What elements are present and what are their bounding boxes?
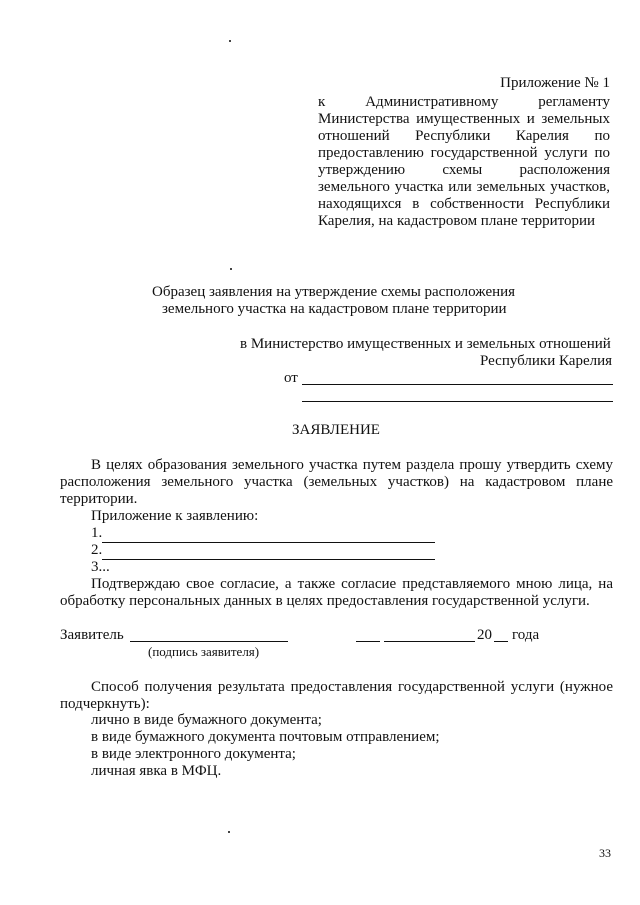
from-label: от — [284, 370, 298, 386]
signature-hint: (подпись заявителя) — [148, 644, 260, 659]
scan-speck — [229, 40, 231, 42]
consent-paragraph: Подтверждаю свое согласие, а также согласие представляемого мною лица, на обработку персональных данных в целях предоставления государственной услуги. — [60, 576, 613, 609]
delivery-option-3: в виде электронного документа; — [91, 746, 296, 762]
scan-speck — [230, 268, 232, 270]
attachment-item-2: 2. — [91, 542, 435, 560]
date-day-line — [356, 641, 380, 642]
appendix-block — [318, 75, 610, 230]
date-month-line — [384, 641, 475, 642]
attachment-line-1 — [102, 525, 435, 543]
delivery-option-2: в виде бумажного документа почтовым отправлением; — [91, 729, 440, 745]
year-prefix: 20 — [477, 627, 492, 643]
sample-title-line2: земельного участка на кадастровом плане территории — [162, 301, 507, 317]
applicant-label: Заявитель — [60, 627, 124, 643]
attachment-item-1: 1. — [91, 525, 435, 543]
attachment-item-3: 3... — [91, 559, 110, 575]
year-suffix: года — [512, 627, 540, 643]
delivery-option-1: лично в виде бумажного документа; — [91, 712, 322, 728]
delivery-intro: Способ получения результата предоставления государственной услуги (нужное подчеркнуть): — [60, 679, 613, 712]
statement-paragraph: В целях образования земельного участка путем раздела прошу утвердить схему расположения земельного участка (земельных участков) на кадастровом плане территории. — [60, 457, 613, 507]
signature-line — [130, 641, 288, 642]
addressee-line1: в Министерство имущественных и земельных отношений — [240, 336, 611, 352]
page-number: 33 — [599, 846, 611, 860]
delivery-option-4: личная явка в МФЦ. — [91, 763, 222, 779]
scan-speck — [228, 831, 230, 833]
statement-heading: ЗАЯВЛЕНИЕ — [292, 422, 380, 438]
attachment-line-2 — [102, 542, 435, 560]
from-line-1 — [302, 384, 613, 385]
year-line — [494, 641, 508, 642]
sample-title-line1: Образец заявления на утверждение схемы расположения — [152, 284, 516, 300]
appendix-text: к Административному регламенту Министерства имущественных и земельных отношений Республики Карелия по предоставлению государственной услуги по утверждению схемы расположения земельного участка или земельных участков, находящихся в собственности Республики Карелия, на кадастровом плане территории — [318, 94, 610, 229]
from-line-2 — [302, 401, 613, 402]
addressee-line2: Республики Карелия — [480, 353, 613, 369]
appendix-title: Приложение № 1 — [500, 75, 610, 91]
attachment-label: Приложение к заявлению: — [91, 508, 259, 524]
